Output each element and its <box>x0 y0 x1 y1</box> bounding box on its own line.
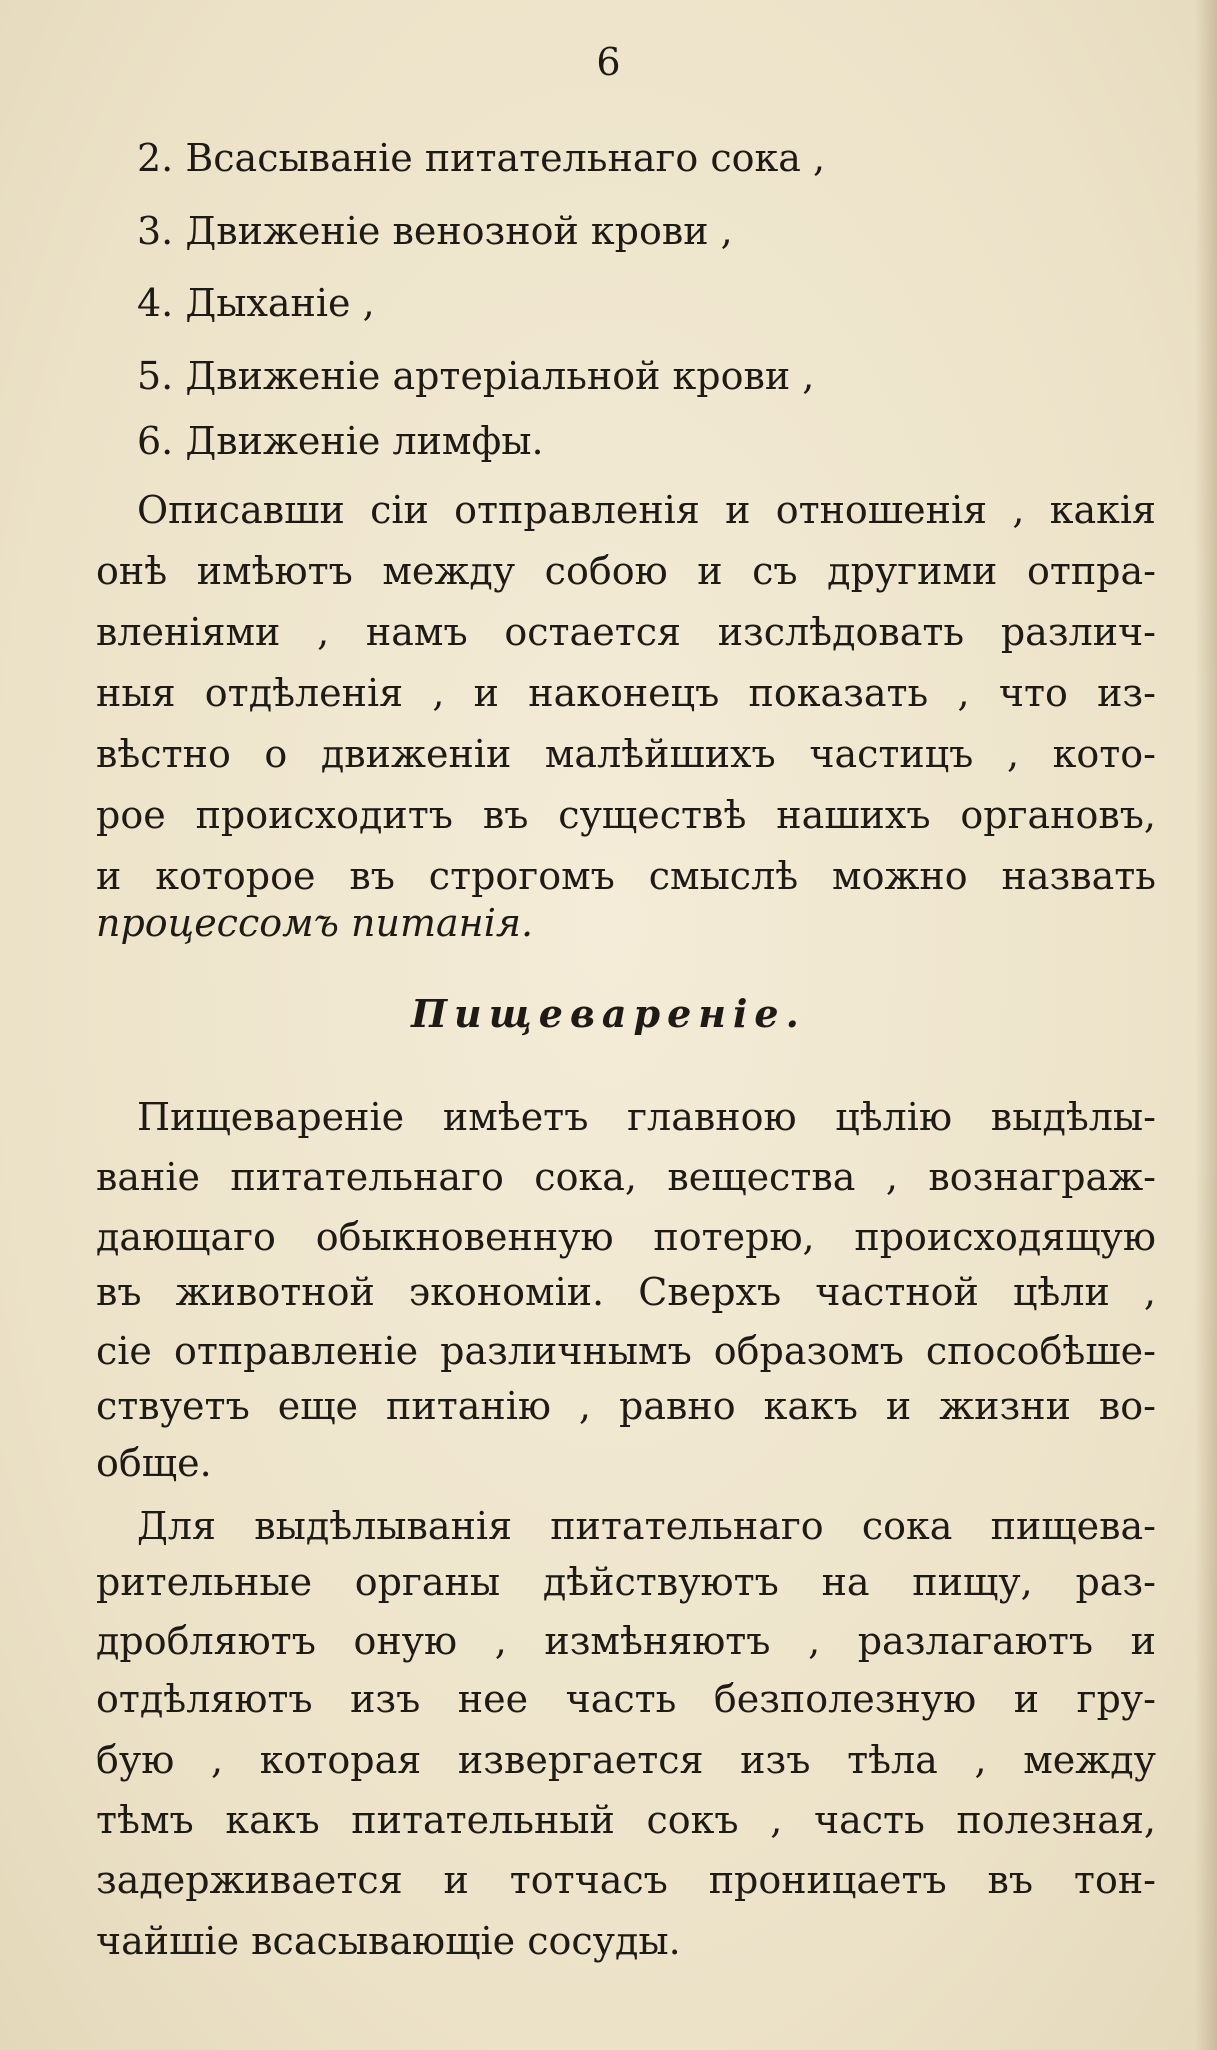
paragraph-2-line: въ животной экономiи. Сверхъ частной цѣли , <box>96 1270 1156 1314</box>
paragraph-3-line: рительные органы дѣйствуютъ на пищу, раз- <box>96 1560 1156 1604</box>
paragraph-1-line: и которое въ строгомъ смыслѣ можно назвать <box>96 854 1156 898</box>
paragraph-3-line: задерживается и тотчасъ проницаетъ въ тон- <box>96 1858 1156 1902</box>
paragraph-2-line: ванiе питательнаго сока, вещества , вознаграж- <box>96 1155 1156 1199</box>
paragraph-3-line: тѣмъ какъ питательный сокъ , часть полезная, <box>96 1798 1156 1842</box>
paragraph-1-line: рое происходитъ въ существѣ нашихъ органовъ, <box>96 793 1156 837</box>
paragraph-1-italic-term: процессомъ питанiя. <box>96 901 534 945</box>
paragraph-1-line: ныя отдѣленiя , и наконецъ показать , что из- <box>96 671 1156 715</box>
page-number: 6 <box>596 40 621 84</box>
paragraph-2-last-line: обще. <box>96 1441 212 1485</box>
paragraph-1-line: онѣ имѣютъ между собою и съ другими отпра- <box>96 549 1156 593</box>
list-item-3: 3. Движенiе венозной крови , <box>137 209 733 253</box>
list-item-6: 6. Движенiе лимфы. <box>137 419 544 463</box>
paragraph-1-line: вѣстно о движенiи малѣйшихъ частицъ , кото- <box>96 732 1156 776</box>
paragraph-3-last-line: чайшiе всасывающiе сосуды. <box>96 1919 681 1963</box>
paragraph-3-line: бую , которая извергается изъ тѣла , между <box>96 1738 1156 1782</box>
list-item-4: 4. Дыханiе , <box>137 281 375 325</box>
list-item-5: 5. Движенiе артерiальной крови , <box>137 354 815 398</box>
paragraph-1-line: вленiями , намъ остается изслѣдовать различ- <box>96 610 1156 654</box>
paragraph-3-line: отдѣляютъ изъ нее часть безполезную и гру- <box>96 1677 1156 1721</box>
section-heading: Пищеваренiе. <box>411 991 806 1036</box>
paragraph-3-line: дробляютъ оную , измѣняютъ , разлагаютъ и <box>96 1619 1156 1663</box>
paragraph-2-line: сiе отправленiе различнымъ образомъ способѣше- <box>96 1329 1156 1373</box>
paragraph-3-line: Для выдѣлыванiя питательнаго сока пищева- <box>137 1504 1156 1548</box>
paragraph-2-line: ствуетъ еще питанiю , равно какъ и жизни во- <box>96 1384 1156 1428</box>
paragraph-2-line: Пищеваренiе имѣетъ главною цѣлiю выдѣлы- <box>137 1095 1156 1139</box>
paragraph-1-line: Описавши сiи отправленiя и отношенiя , какiя <box>137 488 1156 532</box>
paragraph-2-line: дающаго обыкновенную потерю, происходящую <box>96 1215 1156 1259</box>
list-item-2: 2. Всасыванiе питательнаго сока , <box>137 136 826 180</box>
